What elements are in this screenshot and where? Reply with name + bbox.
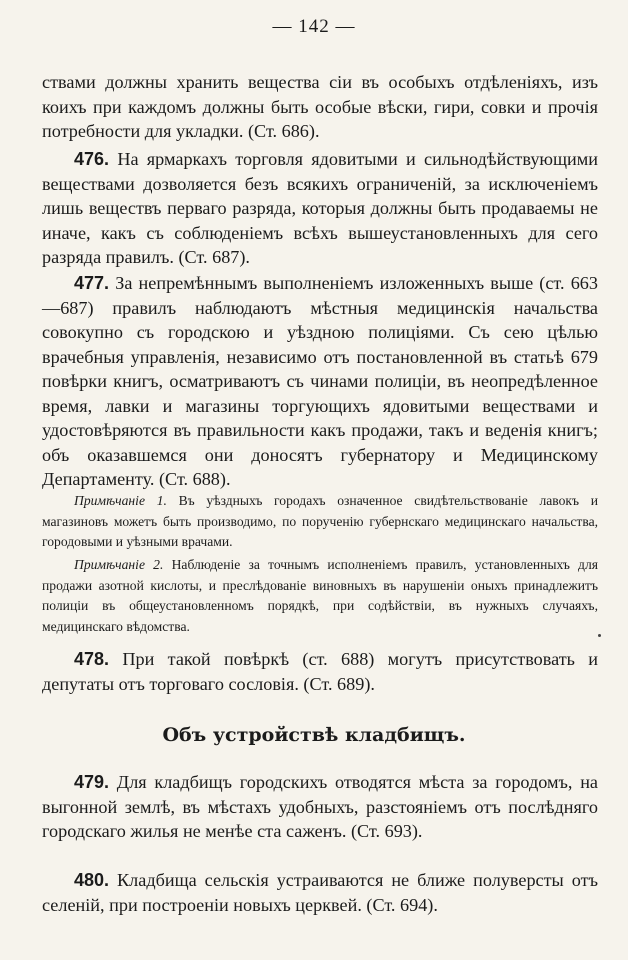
note-2: [42, 555, 598, 637]
article-number: 479.: [74, 772, 110, 792]
article-text: За непремѣннымъ выполненіемъ изложенныхъ выше (ст. 663—687) правилъ наблюдаютъ мѣстныя медицинскія начальства совокупно съ городскою и уѣздною полиціями. Съ сею цѣлью врачебныя управленія, независимо отъ постановленной въ статьѣ 679 повѣрки книгъ, осматриваютъ съ чинами полиціи, въ неопредѣленное время, лавки и магазины торгующихъ ядовитыми веществами и удостовѣряются въ правильности какъ продажи, такъ и веденія книгъ; объ оказавшемся они доносятъ губернатору и Медицинскому Департаменту. (Ст. 688).: [42, 273, 598, 489]
article-number: 480.: [74, 870, 110, 890]
note-text: Наблюденіе за точнымъ исполненіемъ правилъ, установленныхъ для продажи азотной кислоты, и преслѣдованіе виновныхъ въ нарушеніи оныхъ принадлежитъ полиціи въ общеустановленномъ порядкѣ, при содѣйствіи, въ нужныхъ случаяхъ, медицинскаго вѣдомства.: [42, 557, 599, 634]
note-label: Примѣчаніе 1.: [74, 493, 167, 508]
article-text: Для кладбищъ городскихъ отводятся мѣста за городомъ, на выгонной землѣ, въ мѣстахъ удобныхъ, разстояніемъ отъ послѣдняго городскаго жилья не менѣе ста саженъ. (Ст. 693).: [42, 772, 599, 841]
note-text: Въ уѣздныхъ городахъ означенное свидѣтельствованіе лавокъ и магазиновъ можетъ быть производимо, по порученію губернскаго медицинскаго начальства, городовыми и уѣзными врачами.: [42, 493, 598, 549]
note-label: Примѣчаніе 2.: [74, 557, 164, 572]
article-478: [42, 647, 598, 696]
margin-speck: [598, 634, 601, 637]
article-number: 477.: [74, 273, 110, 293]
article-text: Кладбища сельскія устраиваются не ближе полуверсты отъ селеній, при построеніи новыхъ церквей. (Ст. 694).: [42, 870, 598, 915]
continuation-text: ствами должны хранить вещества сіи въ особыхъ отдѣленіяхъ, изъ коихъ при каждомъ должны быть особые вѣски, гири, совки и прочія потребности для укладки. (Ст. 686).: [42, 72, 598, 141]
article-text: При такой повѣркѣ (ст. 688) могутъ присутствовать и депутаты отъ торговаго сословія. (Ст. 689).: [42, 649, 599, 694]
page-number: — 142 —: [272, 16, 356, 37]
article-476: [42, 147, 598, 270]
article-number: 476.: [74, 149, 110, 169]
article-480: [42, 868, 598, 917]
article-text: На ярмаркахъ торговля ядовитыми и сильнодѣйствующими веществами дозволяется безъ всякихъ ограниченій, за исключеніемъ лишь веществъ перваго разряда, которыя должны быть продаваемы не иначе, какъ съ соблюденіемъ всѣхъ вышеустановленныхъ для сего разряда правилъ. (Ст. 687).: [42, 149, 598, 267]
note-1: [42, 491, 598, 553]
section-heading: Объ устройствѣ кладбищъ.: [162, 724, 466, 746]
article-479: [42, 770, 598, 844]
article-477: [42, 271, 598, 492]
continuation-paragraph: [42, 70, 598, 144]
article-number: 478.: [74, 649, 110, 669]
